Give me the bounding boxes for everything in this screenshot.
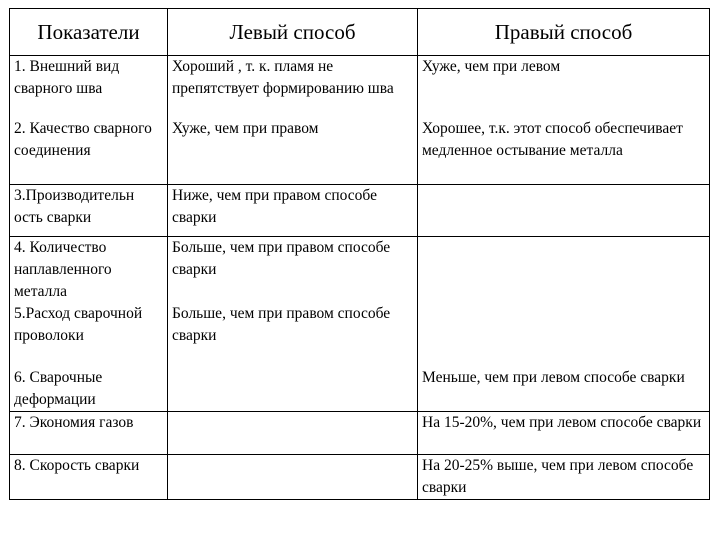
header-left-method: Левый способ [168,9,418,56]
header-right-method: Правый способ [418,9,710,56]
indicator-cell: 6. Сварочные деформации [10,367,168,412]
left-method-cell [168,412,418,455]
left-method-cell: Больше, чем при правом способе сварки [168,237,418,304]
left-method-cell: Больше, чем при правом способе сварки [168,303,418,367]
comparison-table [9,8,710,500]
table-row [10,56,710,119]
right-method-cell: На 20-25% выше, чем при левом способе сварки [418,455,710,500]
indicator-cell: 1. Внешний вид сварного шва [10,56,168,119]
header-indicators: Показатели [10,9,168,56]
indicator-cell: 2. Качество сварного соединения [10,118,168,185]
right-method-cell [418,237,710,304]
right-method-cell [418,185,710,237]
right-method-cell [418,303,710,367]
indicator-cell: 7. Экономия газов [10,412,168,455]
indicator-cell: 8. Скорость сварки [10,455,168,500]
right-method-cell: Хорошее, т.к. этот способ обеспечивает медленное остывание металла [418,118,710,185]
left-method-cell: Хороший , т. к. пламя не препятствует формированию шва [168,56,418,119]
left-method-cell: Ниже, чем при правом способе сварки [168,185,418,237]
right-method-cell: На 15-20%, чем при левом способе сварки [418,412,710,455]
left-method-cell [168,455,418,500]
table-header-row [10,9,710,56]
table-row [10,118,710,185]
left-method-cell [168,367,418,412]
right-method-cell: Хуже, чем при левом [418,56,710,119]
table-row [10,303,710,367]
indicator-cell: 4. Количество наплавленного металла [10,237,168,304]
table-row [10,185,710,237]
table-row [10,455,710,500]
indicator-cell: 3.Производительн ость сварки [10,185,168,237]
right-method-cell: Меньше, чем при левом способе сварки [418,367,710,412]
comparison-document [9,8,709,500]
left-method-cell: Хуже, чем при правом [168,118,418,185]
table-row [10,412,710,455]
table-row [10,367,710,412]
indicator-cell: 5.Расход сварочной проволоки [10,303,168,367]
table-row [10,237,710,304]
